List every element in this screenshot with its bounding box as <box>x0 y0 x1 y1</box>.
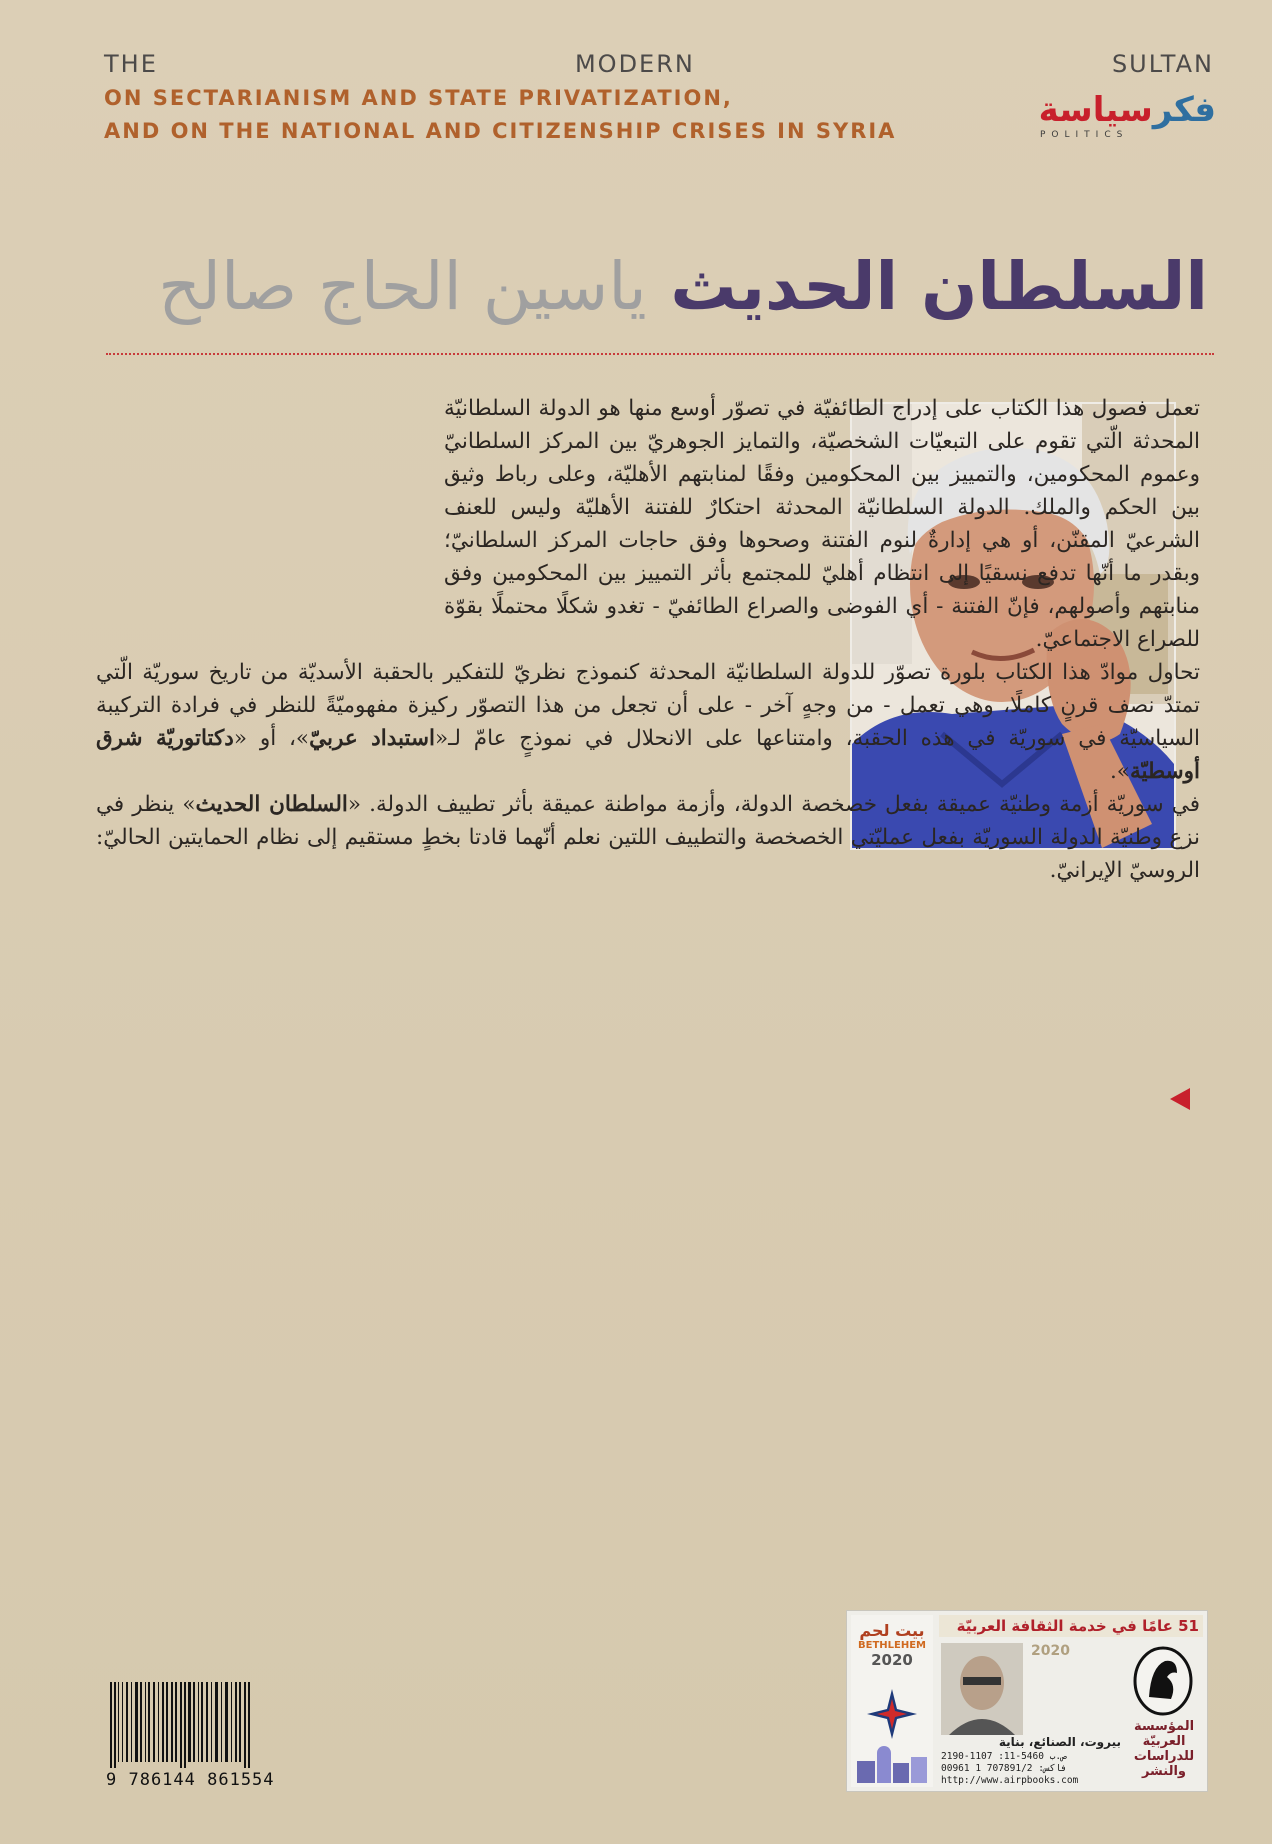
star-icon <box>867 1689 917 1739</box>
barcode-bar <box>188 1682 191 1762</box>
barcode-bar <box>180 1682 182 1768</box>
publisher-card <box>846 1610 1208 1792</box>
publisher-address: بيروت، الصنائع، بناية <box>998 1735 1121 1749</box>
barcode-bar <box>244 1682 246 1768</box>
logo-siyasa: سياسة <box>1038 90 1153 130</box>
blurb-paragraph-3-text: » ينظر في نزع وطنيّة الدولة السوريّة بفعل عمليّتي الخصخصة والتطييف اللتين نعلم أنّهما قادتا بخطٍ مستقيم إلى نظام الحمايتين الحاليّ: الروسيّ الإيرانيّ. <box>96 792 1200 883</box>
subtitle-line: AND ON THE NATIONAL AND CITIZENSHIP CRISES IN SYRIA <box>104 119 897 143</box>
blurb-paragraph-1 <box>96 392 1200 656</box>
series-word: THE <box>104 50 158 78</box>
barcode-bar <box>122 1682 123 1762</box>
stamp-portrait-illustration <box>941 1643 1023 1735</box>
barcode-bar <box>140 1682 142 1762</box>
barcode-bar <box>145 1682 146 1762</box>
subtitle-line: ON SECTARIANISM AND STATE PRIVATIZATION, <box>104 86 733 110</box>
barcode-bar <box>171 1682 173 1762</box>
barcode-bar <box>153 1682 155 1762</box>
blurb-paragraph-1-text: تعمل فصول هذا الكتاب على إدراج الطائفيّة في تصوّر أوسع منها هو الدولة السلطانيّة المحدثة الّتي تقوم على التبعيّات الشخصيّة، والتمايز الجوهريّ بين المركز السلطانيّ وعموم المحكومين، والتمييز بين المحكومين وفقًا لمنابتهم الأهليّة، وعلى رباط وثيق بين الحكم والملك. الدولة السلطانيّة المحدثة احتكارٌ للفتنة الأهليّة وليس للعنف الشرعيّ المقنّن، أو هي إدارةٌ لنوم الفتنة وصحوها وفق حاجات المركز السلطانيّ؛ وبقدر ما أنّها تدفع نسقيًا إلى انتظام أهليّ للمجتمع بأثر التمييز بين المحكومين وفق منابتهم وأصولهم، فإنّ الفتنة - أي الفوضى والصراع الطائفيّ - تغدو شكلًا محتملًا بقوّة للصراع الاجتماعيّ. <box>444 396 1200 652</box>
series-title-en <box>104 50 1214 78</box>
anniversary-banner <box>939 1615 1203 1637</box>
barcode-bar <box>175 1682 177 1762</box>
barcode-bar <box>231 1682 232 1762</box>
barcode-bar <box>126 1682 128 1762</box>
barcode-bar <box>221 1682 222 1762</box>
series-logo <box>1000 90 1216 146</box>
city-skyline-icon <box>855 1743 929 1783</box>
publisher-name: المؤسسة العربيّة للدراسات والنشر <box>1133 1719 1195 1779</box>
subtitle-en <box>104 82 896 148</box>
publisher-website-link[interactable]: http://www.airpbooks.com <box>941 1775 1079 1786</box>
barcode-bar <box>158 1682 159 1762</box>
barcode-bar <box>198 1682 199 1762</box>
barcode-bar <box>114 1682 116 1768</box>
barcode-bar <box>235 1682 237 1762</box>
series-logo-arabic <box>1039 90 1216 130</box>
barcode-bar <box>193 1682 195 1762</box>
barcode-bars <box>106 1682 338 1768</box>
series-word: MODERN <box>574 50 695 78</box>
isbn-barcode <box>106 1682 338 1790</box>
stamp-portrait <box>941 1643 1023 1735</box>
blurb-paragraph-2 <box>96 656 1200 788</box>
contact-line: 00961 1 707891/2 :فاكس <box>941 1763 1067 1774</box>
barcode-bar <box>211 1682 212 1762</box>
barcode-bar <box>184 1682 186 1768</box>
bethlehem-arabic: بيت لحم <box>859 1621 925 1640</box>
dotted-divider <box>106 353 1214 355</box>
stamp-year: 2020 <box>1031 1643 1070 1659</box>
blurb-paragraph-3-text: في سوريّة أزمة وطنيّة عميقة بفعل خصخصة الدولة، وأزمة مواطنة عميقة بأثر تطييف الدولة. « <box>347 792 1200 817</box>
book-title: السلطان الحديث <box>670 248 1208 325</box>
book-title-inline: السلطان الحديث <box>195 792 348 817</box>
series-word: SULTAN <box>1111 50 1214 78</box>
book-title-block <box>158 248 1208 325</box>
bethlehem-year: 2020 <box>871 1651 913 1669</box>
barcode-bar <box>148 1682 150 1762</box>
barcode-bar <box>206 1682 208 1762</box>
isbn-number: 9 786144 861554 <box>106 1770 275 1790</box>
barcode-bar <box>239 1682 241 1762</box>
arrow-icon <box>1170 1088 1190 1110</box>
anniversary-text: عامًا في خدمة الثقافة العربيّة <box>956 1617 1173 1635</box>
publisher-contact <box>941 1751 1121 1787</box>
blurb-text <box>96 392 1200 1082</box>
barcode-bar <box>131 1682 132 1762</box>
barcode-bar <box>118 1682 119 1762</box>
publisher-emblem-icon <box>1131 1645 1195 1717</box>
contact-line: 2190-1107 :11-5460 ص.ب <box>941 1751 1067 1762</box>
barcode-bar <box>110 1682 112 1768</box>
anniversary-number: 51 <box>1178 1617 1199 1635</box>
quoted-term: استبداد عربيّ <box>309 726 435 751</box>
blurb-connector: ». <box>1109 759 1130 784</box>
series-logo-english: POLITICS <box>1040 130 1129 140</box>
barcode-bar <box>135 1682 138 1762</box>
bethlehem-english: BETHLEHEM <box>858 1640 926 1651</box>
barcode-bar <box>248 1682 250 1768</box>
author-name: ياسين الحاج صالح <box>158 248 647 325</box>
bethlehem-2020-badge <box>851 1615 933 1787</box>
blurb-paragraph-3 <box>96 788 1200 887</box>
barcode-bar <box>225 1682 228 1762</box>
publisher-stamp <box>939 1615 1203 1787</box>
barcode-bar <box>215 1682 218 1762</box>
barcode-bar <box>162 1682 164 1762</box>
barcode-bar <box>166 1682 168 1762</box>
quoted-term: دكتاتوريّة شرق أوسطيّة <box>96 726 1200 784</box>
blurb-connector: »، أو « <box>233 726 310 751</box>
logo-fikr: فكر <box>1152 90 1216 130</box>
blurb-paragraph-2-text: تحاول موادّ هذا الكتاب بلورة تصوّر للدولة السلطانيّة المحدثة كنموذج نظريّ للتفكير بالحقبة الأسديّة من تاريخ سوريّة الّتي تمتدّ نصف قرنٍ كاملًا، وهي تعمل - من وجهٍ آخر - على أن تجعل من هذا التصوّر ركيزة مفهوميّةً للنظر في فرادة التركيبة السياسيّة في سوريّة في هذه الحقبة، وامتناعها على الانحلال في نموذجٍ عامّ لـ« <box>96 660 1200 751</box>
barcode-bar <box>201 1682 203 1762</box>
